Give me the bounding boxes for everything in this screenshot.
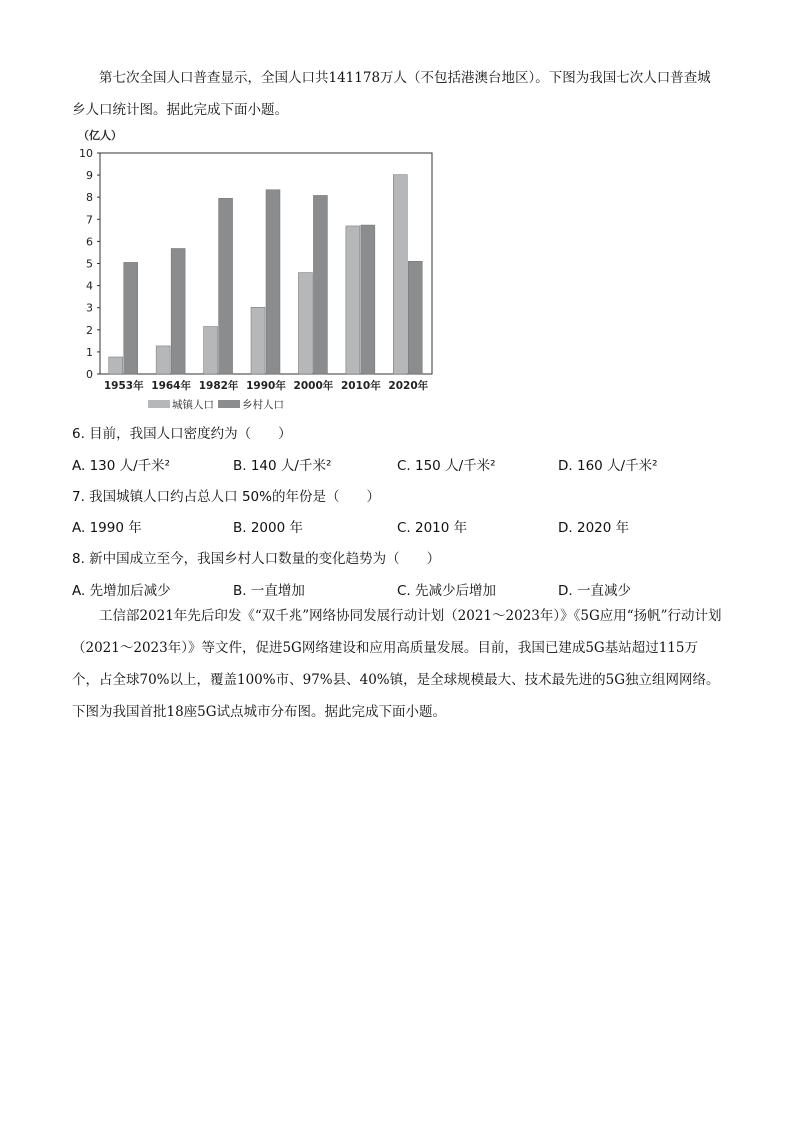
bar-urban-3 — [251, 307, 265, 374]
legend-label-0: 城镇人口 — [172, 399, 214, 411]
y-tick-label-7: 7 — [86, 213, 93, 227]
legend-swatch-0 — [148, 400, 170, 408]
passage-2: 工信部2021年先后印发《“双千兆”网络协同发展行动计划（2021～2023年）》《5G应用“扬帆”行动计划（2021～2023年）》等文件，促进5G网络建设和应用高质量发展。目前，我国已建成5G基站超过115万个，占全球70%以上，覆盖100%市、97%县、40%镇，是全球规模最大、技术最先进的5G独立组网网络。下图为我国首批18座5G试点城市分布图。据此完成下面小题。 — [72, 608, 722, 720]
x-category-label-6: 2020年 — [388, 380, 429, 392]
bar-rural-4 — [313, 195, 327, 374]
question-8-option-a: A. 先增加后减少 — [72, 583, 171, 599]
y-tick-label-1: 1 — [86, 345, 93, 359]
bar-urban-6 — [393, 175, 407, 374]
y-tick-label-8: 8 — [86, 191, 93, 205]
bar-rural-0 — [124, 262, 138, 374]
x-category-label-1: 1964年 — [151, 380, 192, 392]
bar-urban-0 — [109, 357, 123, 374]
y-unit-label: （亿人） — [78, 129, 122, 142]
question-6-option-a: A. 130 人/千米² — [72, 458, 171, 474]
y-tick-label-6: 6 — [86, 235, 93, 249]
y-tick-label-4: 4 — [86, 279, 93, 293]
bar-urban-5 — [346, 226, 360, 374]
question-6-stem: 6. 目前，我国人口密度约为（ ） — [72, 426, 292, 442]
chart-svg — [68, 124, 448, 414]
question-7-stem: 7. 我国城镇人口约占总人口 50%的年份是（ ） — [72, 489, 380, 505]
question-8-option-d: D. 一直减少 — [558, 583, 631, 599]
y-tick-label-2: 2 — [86, 323, 93, 337]
question-7-option-c: C. 2010 年 — [397, 520, 468, 536]
question-6-option-c: C. 150 人/千米² — [397, 458, 496, 474]
x-category-label-0: 1953年 — [103, 380, 144, 392]
question-7-option-b: B. 2000 年 — [233, 520, 303, 536]
y-tick-label-5: 5 — [86, 257, 93, 271]
x-category-label-5: 2010年 — [340, 380, 381, 392]
x-category-label-2: 1982年 — [198, 380, 239, 392]
question-6-option-d: D. 160 人/千米² — [558, 458, 658, 474]
x-category-label-3: 1990年 — [246, 380, 286, 392]
question-6-option-b: B. 140 人/千米² — [233, 458, 332, 474]
question-7-option-a: A. 1990 年 — [72, 520, 142, 536]
x-category-label-4: 2000年 — [293, 380, 334, 392]
y-tick-label-10: 10 — [79, 147, 93, 160]
bar-rural-2 — [219, 198, 233, 374]
bar-rural-6 — [408, 261, 422, 374]
legend-label-1: 乡村人口 — [242, 399, 284, 411]
y-tick-label-9: 9 — [86, 169, 93, 183]
y-tick-label-3: 3 — [86, 301, 93, 315]
bar-rural-1 — [171, 248, 185, 374]
y-tick-label-0: 0 — [86, 368, 93, 381]
passage-1: 第七次全国人口普查显示，全国人口共141178万人（不包括港澳台地区）。下图为我国七次人口普查城乡人口统计图。据此完成下面小题。 — [72, 70, 711, 118]
question-8-option-c: C. 先减少后增加 — [397, 583, 497, 599]
question-8-stem: 8. 新中国成立至今，我国乡村人口数量的变化趋势为（ ） — [72, 551, 441, 567]
population-bar-chart — [68, 124, 448, 414]
legend-swatch-1 — [218, 400, 240, 408]
bar-urban-2 — [204, 326, 218, 374]
bar-rural-5 — [361, 225, 375, 374]
bar-urban-4 — [298, 273, 312, 374]
bar-rural-3 — [266, 190, 280, 374]
question-8-option-b: B. 一直增加 — [233, 583, 305, 599]
bar-urban-1 — [156, 346, 170, 374]
question-7-option-d: D. 2020 年 — [558, 520, 630, 536]
